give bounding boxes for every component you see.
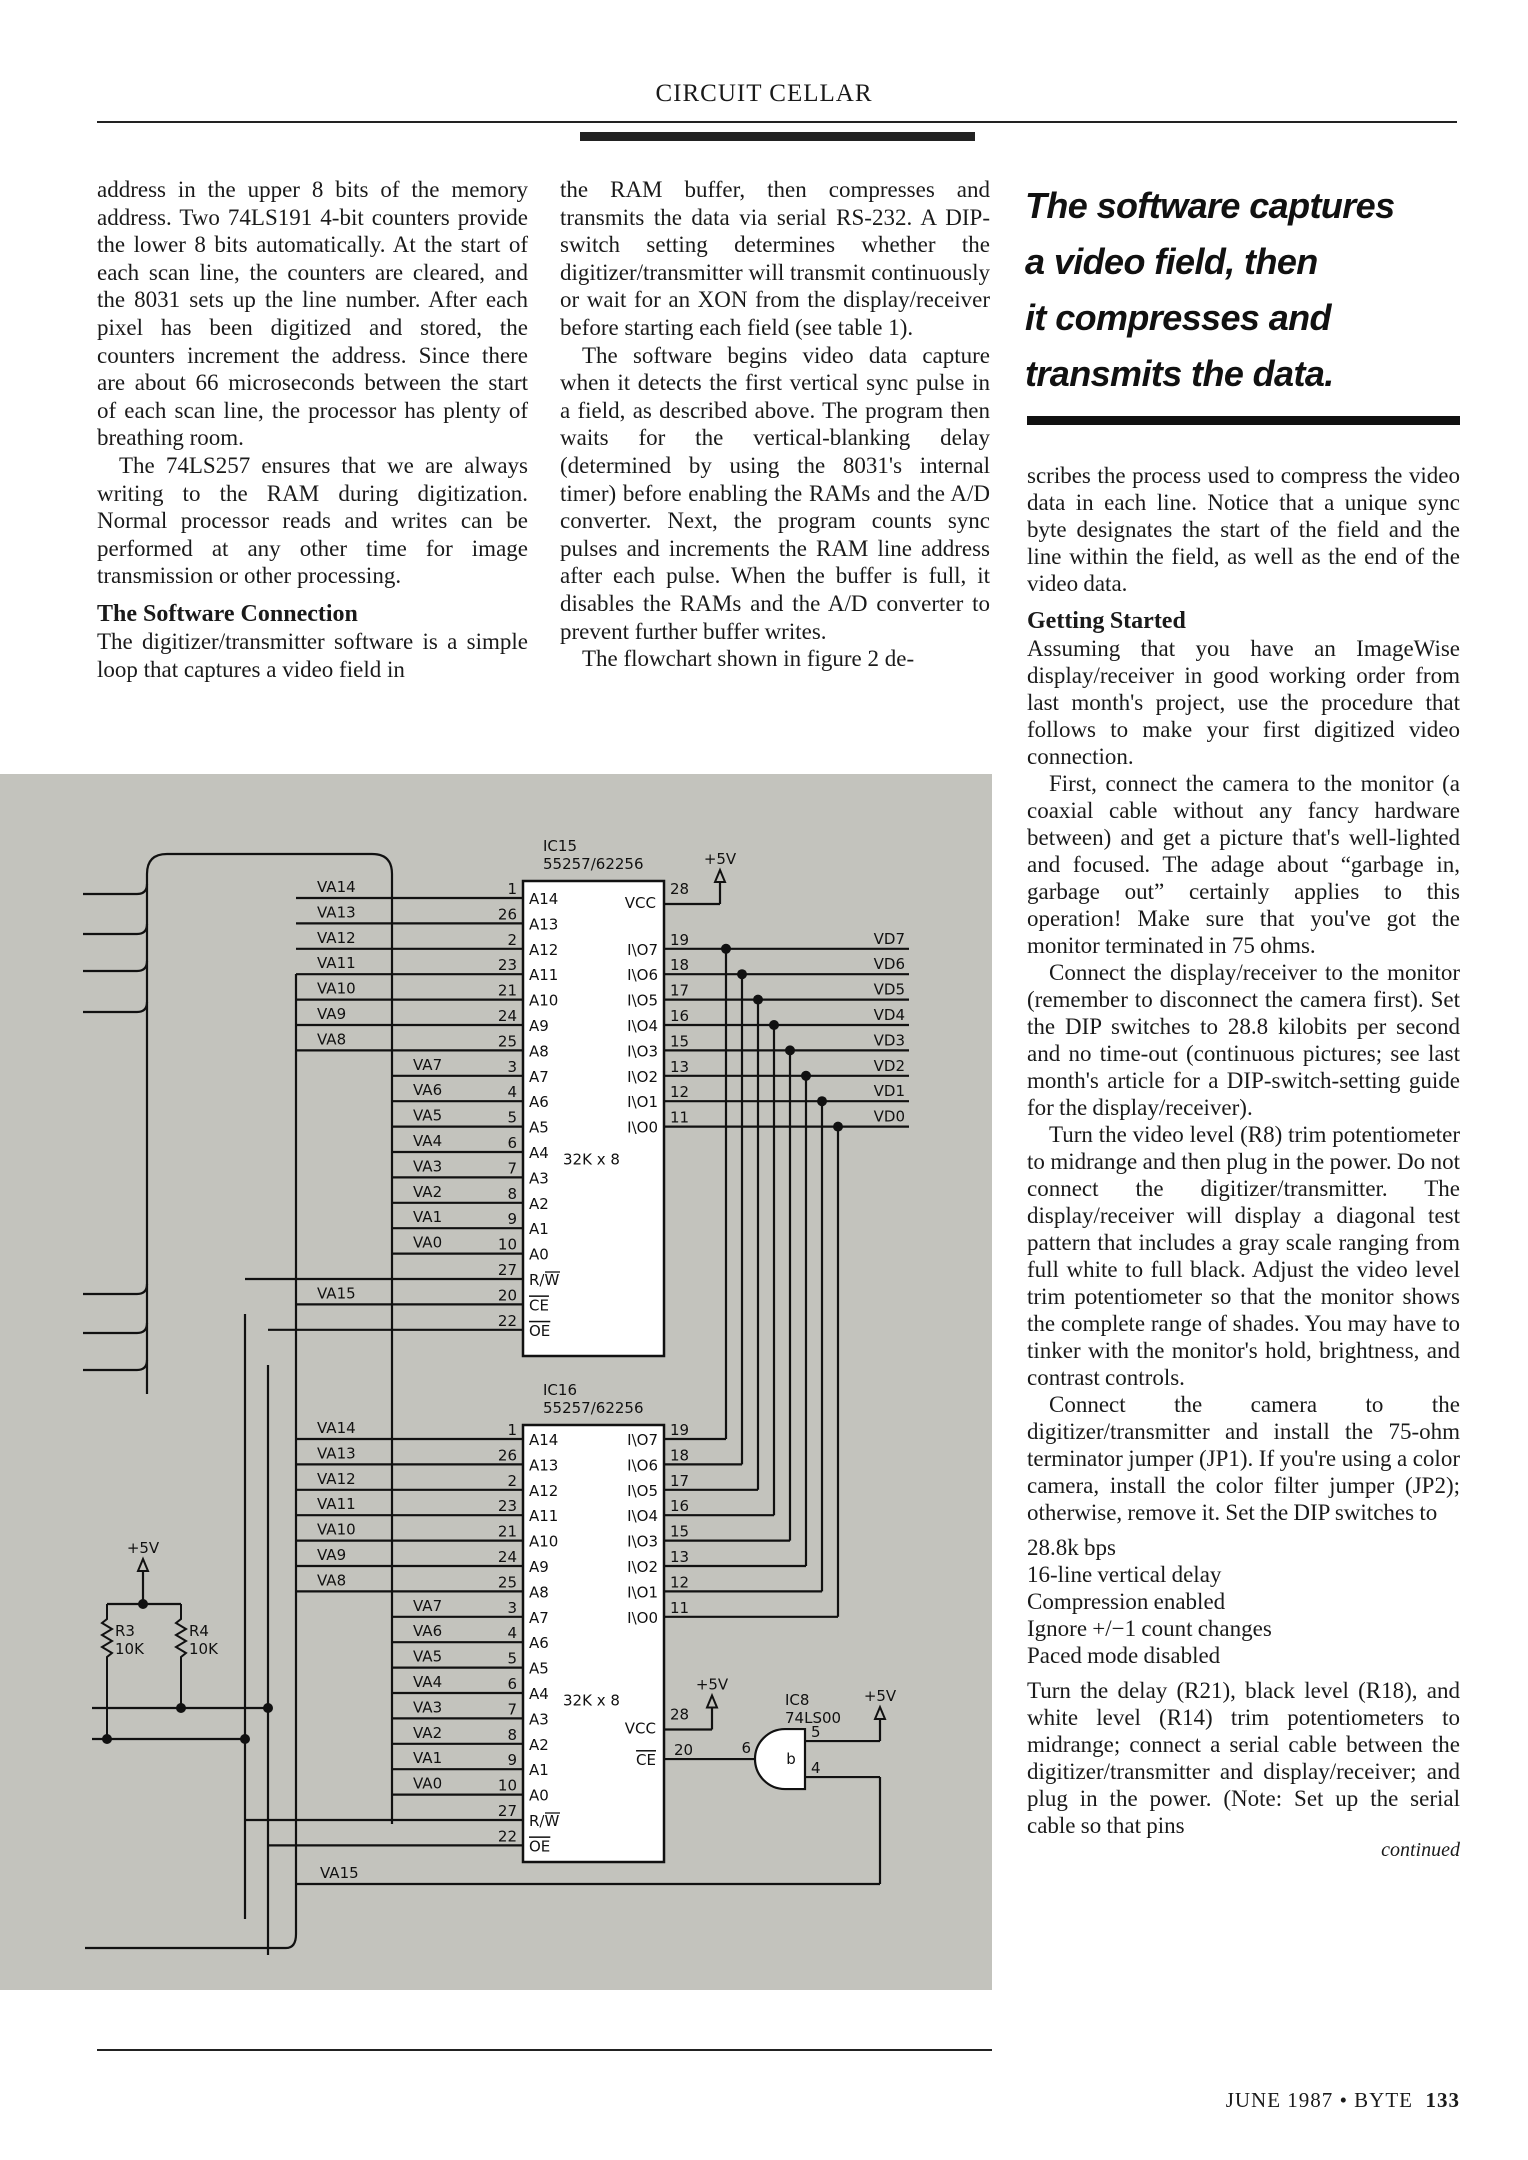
pin-number: 21 <box>497 1522 517 1541</box>
section-header: CIRCUIT CELLAR <box>655 80 873 107</box>
pin-number: 5 <box>507 1649 517 1668</box>
net-label: VA3 <box>413 1698 443 1717</box>
pin-number: 13 <box>670 1057 690 1076</box>
pin-number: 28 <box>670 880 690 898</box>
page-number: 133 <box>1425 2088 1460 2112</box>
pin-number: 17 <box>670 1471 690 1490</box>
net-label: VA1 <box>413 1749 443 1768</box>
pin-name: A3 <box>529 1169 549 1188</box>
pin-name: I\O6 <box>627 966 658 985</box>
pin-name: A13 <box>529 915 559 934</box>
list-item: Paced mode disabled <box>1027 1643 1221 1668</box>
resistor-value: 10K <box>189 1640 218 1658</box>
pin-name: I\O4 <box>627 1017 658 1035</box>
pin-number: 10 <box>497 1776 517 1795</box>
nand-gate-icon <box>755 1729 805 1789</box>
net-label: VA9 <box>317 1005 347 1023</box>
pin-number: 25 <box>497 1032 517 1051</box>
paragraph: The software begins video data capture when it detects the first vertical sync pulse in a field, as described above. The program then waits for the vertical-blanking delay (determined by using the 8031's internal timer) before enabling the RAMs and the A/D converter. Next, the program counts sync pulses and increments the RAM line address after each pulse. When the buffer is full, it disables the RAMs and the A/D converter to prevent further buffer writes. <box>560 342 990 644</box>
pin-number: 19 <box>670 1421 690 1439</box>
net-label: VA8 <box>317 1571 347 1590</box>
pin-name: A10 <box>529 1532 559 1551</box>
pin-number: 15 <box>670 1032 690 1051</box>
pin-number: 2 <box>507 930 517 949</box>
pin-number: 9 <box>507 1751 517 1770</box>
pin-number: 27 <box>497 1261 517 1279</box>
pin-number: 13 <box>670 1548 690 1566</box>
net-label: VA6 <box>413 1622 443 1641</box>
column-2 <box>560 176 990 673</box>
pin-number: 1 <box>507 1421 517 1439</box>
dip-settings-list <box>1027 1534 1460 1669</box>
pin-name: A8 <box>529 1583 549 1602</box>
net-label: VA10 <box>317 1520 356 1539</box>
net-label: VA8 <box>317 1030 347 1049</box>
pin-name: A7 <box>529 1608 549 1627</box>
pin-number: 4 <box>507 1083 517 1102</box>
bus-stub <box>83 884 147 894</box>
pin-name: A10 <box>529 991 559 1010</box>
pin-name: A9 <box>529 1558 549 1576</box>
column-3 <box>1027 462 1460 1861</box>
bus-bottom <box>85 1934 296 1948</box>
pin-name: I\O7 <box>627 940 658 959</box>
resistor-icon <box>176 1604 186 1708</box>
resistor-name: R4 <box>189 1622 209 1640</box>
list-item: Ignore +/−1 count changes <box>1027 1616 1272 1641</box>
bus-stub <box>83 1002 147 1012</box>
pin-number: 16 <box>670 1497 690 1516</box>
pin-number: 12 <box>670 1083 690 1102</box>
list-item: Compression enabled <box>1027 1589 1226 1614</box>
net-label: VA14 <box>317 878 356 896</box>
chip-part-number: 55257/62256 <box>543 1399 644 1417</box>
header-rule <box>97 121 1457 123</box>
paragraph: The flowchart shown in figure 2 de- <box>582 646 915 672</box>
pin-name: I\O7 <box>627 1431 658 1449</box>
net-label: VA10 <box>317 979 356 998</box>
pin-name: A12 <box>529 1481 559 1500</box>
net-label: VA7 <box>413 1596 443 1615</box>
pin-number: 23 <box>497 956 517 975</box>
pull-quote-line: transmits the data. <box>1025 353 1334 394</box>
net-label: VA0 <box>413 1774 443 1793</box>
pin-number: 6 <box>507 1675 517 1693</box>
net-label: VD6 <box>873 955 905 974</box>
chip-size-label: 32K x 8 <box>563 1691 620 1710</box>
net-label: VD0 <box>873 1107 905 1126</box>
pin-name: A2 <box>529 1194 549 1213</box>
pull-quote-line: a video field, then <box>1025 241 1318 282</box>
pin-number: 4 <box>507 1624 517 1643</box>
pin-name: I\O2 <box>627 1558 658 1576</box>
pin-name: I\O5 <box>627 1481 658 1500</box>
pin-number: 11 <box>670 1108 690 1127</box>
paragraph: The digitizer/transmitter software is a simple loop that captures a video field in <box>97 628 528 682</box>
pin-name: A3 <box>529 1710 549 1729</box>
vcc-label: VCC <box>624 1719 656 1738</box>
supply-label: +5V <box>126 1539 160 1557</box>
net-label: VA15 <box>320 1864 359 1882</box>
net-label: VA13 <box>317 1444 356 1463</box>
resistor-value: 10K <box>115 1640 144 1658</box>
net-label: VA5 <box>413 1647 443 1666</box>
pin-name: I\O0 <box>627 1608 658 1627</box>
paragraph: Connect the camera to the digitizer/transmitter and install the 75-ohm terminator jumper (JP1). If you're using a color camera, install the color filter jumper (JP2); otherwise, remove it. Set the DIP switches to <box>1027 1392 1460 1525</box>
pin-number: 24 <box>497 1007 517 1025</box>
net-label: VA11 <box>317 1495 356 1514</box>
pin-name: A12 <box>529 940 559 959</box>
pin-number: 18 <box>670 956 690 975</box>
net-label: VD7 <box>873 929 905 948</box>
paragraph: address in the upper 8 bits of the memory address. Two 74LS191 4-bit counters provide the lower 8 bits automatically. At the start of each scan line, the counters are cleared, and the 8031 sets up the line number. After each pixel has been digitized and stored, the counters increment the address. Since there are about 66 microseconds between the start of each scan line, the processor has plenty of breathing room. <box>97 177 528 451</box>
bus-stub <box>83 1360 147 1370</box>
pin-number: 5 <box>811 1723 821 1742</box>
pin-number: 1 <box>507 880 517 898</box>
pin-name: A13 <box>529 1456 559 1475</box>
header-bar <box>580 132 975 141</box>
list-item: 16-line vertical delay <box>1027 1562 1222 1587</box>
bus-stub <box>83 924 147 934</box>
pin-number: 20 <box>674 1741 694 1760</box>
pin-number: 20 <box>497 1286 517 1305</box>
junction-dot <box>102 1734 112 1744</box>
bus-stub <box>83 1284 147 1294</box>
pin-name: I\O3 <box>627 1532 658 1551</box>
net-label: VA9 <box>317 1546 347 1564</box>
pin-number: 19 <box>670 930 690 949</box>
bus-stub <box>83 961 147 971</box>
paragraph: The 74LS257 ensures that we are always writing to the RAM during digitization. Normal processor reads and writes can be performed at any other time for image transmission or other processing. <box>97 452 528 589</box>
pin-name: A6 <box>529 1093 549 1112</box>
pin-name: I\O1 <box>627 1583 658 1602</box>
pin-number: 7 <box>507 1700 517 1719</box>
net-label: VD5 <box>873 980 905 999</box>
pin-number: 16 <box>670 1007 690 1025</box>
net-label: VA4 <box>413 1132 443 1150</box>
paragraph: First, connect the camera to the monitor (a coaxial cable without any fancy hardware between) and get a picture that's well-lighted and focused. The adage about “garbage in, garbage out” certainly applies to this operation! Make sure that you've got the monitor terminated in 75 ohms. <box>1027 771 1460 958</box>
pin-number: 25 <box>497 1573 517 1592</box>
footer-rule <box>97 2049 992 2051</box>
chip-name: IC16 <box>543 1381 577 1399</box>
chip-size-label: 32K x 8 <box>563 1150 620 1169</box>
net-label: VD1 <box>873 1082 905 1101</box>
pin-name: A14 <box>529 1431 559 1449</box>
pin-number: 8 <box>507 1725 517 1744</box>
pin-name: A5 <box>529 1118 549 1137</box>
pin-number: 24 <box>497 1548 517 1566</box>
list-item: 28.8k bps <box>1027 1535 1116 1560</box>
supply-arrow-icon <box>138 1559 148 1571</box>
pin-name: I\O6 <box>627 1456 658 1475</box>
net-label: VA12 <box>317 928 356 947</box>
pull-quote-line: it compresses and <box>1025 297 1331 338</box>
pull-quote <box>1025 178 1485 402</box>
pin-name: OE <box>529 1837 551 1856</box>
net-label: VA13 <box>317 903 356 922</box>
bus-stub <box>83 1323 147 1333</box>
paragraph: Turn the video level (R8) trim potentiometer to midrange and then plug in the power. Do not connect the digitizer/transmitter. The display/receiver will display a diagonal test pattern that includes a gray scale ranging from full white to full black. Adjust the video level trim potentiometer so that the monitor shows the complete range of shades. You may have to tinker with the monitor's hold, brightness, and contrast controls. <box>1027 1122 1460 1390</box>
pin-name: A8 <box>529 1042 549 1061</box>
net-label: VA11 <box>317 954 356 973</box>
pin-number: 10 <box>497 1235 517 1254</box>
net-label: VA4 <box>413 1673 443 1691</box>
junction-dot <box>240 1734 250 1744</box>
pin-number: 26 <box>497 1446 517 1465</box>
pin-number: 6 <box>507 1134 517 1152</box>
pin-number: 28 <box>670 1705 690 1724</box>
pin-number: 11 <box>670 1598 690 1617</box>
paragraph: the RAM buffer, then compresses and transmits the data via serial RS-232. A DIP-switch setting determines whether the digitizer/transmitter will transmit continuously or wait for an XON from the display/receiver before starting each field (see table 1). <box>560 177 990 340</box>
pin-name: A4 <box>529 1144 549 1162</box>
pin-number: 7 <box>507 1159 517 1178</box>
pin-name: CE <box>529 1296 549 1315</box>
supply-label: +5V <box>695 1675 729 1694</box>
pin-number: 6 <box>741 1739 751 1758</box>
gate-label: b <box>786 1750 796 1769</box>
pin-number: 3 <box>507 1057 517 1076</box>
chip-part-number: 74LS00 <box>785 1709 842 1728</box>
supply-arrow-icon <box>875 1707 885 1719</box>
pin-name: A0 <box>529 1245 549 1264</box>
vcc-label: VCC <box>624 894 656 912</box>
pin-name: A14 <box>529 890 559 908</box>
pin-name: A4 <box>529 1685 549 1703</box>
pin-name: A2 <box>529 1735 549 1754</box>
pin-name: I\O2 <box>627 1067 658 1086</box>
net-label: VA6 <box>413 1081 443 1100</box>
resistor-icon <box>102 1604 112 1739</box>
net-label: VA5 <box>413 1106 443 1125</box>
pin-name: A1 <box>529 1761 549 1780</box>
pin-number: 2 <box>507 1471 517 1490</box>
pin-name: A5 <box>529 1659 549 1678</box>
pin-name: CE <box>636 1751 656 1770</box>
pin-name: R/W <box>529 1271 560 1289</box>
section-heading: The Software Connection <box>97 600 358 627</box>
supply-arrow-icon <box>707 1695 717 1707</box>
pin-number: 3 <box>507 1598 517 1617</box>
paragraph: Assuming that you have an ImageWise display/receiver in good working order from last month's project, use the procedure that follows to make your first digitized video connection. <box>1027 636 1460 769</box>
net-label: VA1 <box>413 1208 443 1227</box>
pin-number: 17 <box>670 981 690 1000</box>
supply-label: +5V <box>703 850 737 868</box>
chip-name: IC15 <box>543 837 577 855</box>
pin-number: 23 <box>497 1497 517 1516</box>
issue-date: JUNE 1987 <box>1225 2088 1334 2112</box>
continued-note: continued <box>1381 1839 1460 1861</box>
schematic-figure <box>0 774 992 1990</box>
resistor-name: R3 <box>115 1622 135 1640</box>
pin-number: 8 <box>507 1184 517 1203</box>
pin-name: A11 <box>529 1507 559 1526</box>
pin-number: 22 <box>497 1311 517 1330</box>
magazine-name: BYTE <box>1354 2088 1413 2112</box>
pin-name: I\O0 <box>627 1118 658 1137</box>
pin-name: OE <box>529 1321 551 1340</box>
pin-name: I\O3 <box>627 1042 658 1061</box>
supply-label: +5V <box>863 1687 897 1706</box>
pin-number: 26 <box>497 905 517 924</box>
pin-name: I\O5 <box>627 991 658 1010</box>
pin-number: 5 <box>507 1108 517 1127</box>
net-label: VA14 <box>317 1419 356 1437</box>
pin-name: A7 <box>529 1067 549 1086</box>
pin-number: 15 <box>670 1522 690 1541</box>
junction-dot <box>263 1703 273 1713</box>
pin-name: R/W <box>529 1812 560 1830</box>
chip-part-number: 55257/62256 <box>543 855 644 873</box>
pin-number: 27 <box>497 1802 517 1820</box>
net-label: VA2 <box>413 1723 443 1742</box>
junction-dot <box>176 1703 186 1713</box>
supply-arrow-icon <box>715 870 725 882</box>
pin-number: 9 <box>507 1210 517 1229</box>
pin-name: A6 <box>529 1634 549 1653</box>
net-label: VA7 <box>413 1055 443 1074</box>
pull-quote-line: The software captures <box>1025 185 1395 226</box>
column-1 <box>97 176 528 683</box>
pull-quote-bar <box>1027 416 1460 425</box>
pin-name: A1 <box>529 1220 549 1239</box>
net-label: VA12 <box>317 1469 356 1488</box>
paragraph: Turn the delay (R21), black level (R18), and white level (R14) trim potentiometers to midrange; connect a serial cable between the digitizer/transmitter and display/receiver; and plug in the power. (Note: Set up the serial cable so that pins <box>1027 1678 1460 1838</box>
page-footer <box>1226 2088 1460 2113</box>
chip-name: IC8 <box>785 1691 810 1710</box>
pin-name: A9 <box>529 1017 549 1035</box>
paragraph: scribes the process used to compress the video data in each line. Notice that a unique sync byte designates the start of the field and the line within the field, as well as the end of the video data. <box>1027 463 1460 596</box>
pin-name: I\O4 <box>627 1507 658 1526</box>
pin-name: I\O1 <box>627 1093 658 1112</box>
net-label: VD3 <box>873 1031 905 1050</box>
pin-name: A11 <box>529 966 559 985</box>
net-label: VA0 <box>413 1233 443 1252</box>
separator: • <box>1339 2088 1348 2112</box>
pin-number: 21 <box>497 981 517 1000</box>
pin-number: 4 <box>811 1759 821 1778</box>
pin-number: 12 <box>670 1573 690 1592</box>
pin-number: 22 <box>497 1827 517 1846</box>
section-heading: Getting Started <box>1027 608 1186 634</box>
pin-name: A0 <box>529 1786 549 1805</box>
net-label: VA3 <box>413 1157 443 1176</box>
net-label: VD4 <box>873 1006 905 1024</box>
net-label: VA15 <box>317 1284 356 1303</box>
schematic-diagram <box>0 774 992 1990</box>
paragraph: Connect the display/receiver to the monitor (remember to disconnect the camera first). Set the DIP switches to 28.8 kilobits per second and no time-out (continuous pictures; see last month's article for a DIP-switch-setting guide for the display/receiver). <box>1027 960 1460 1120</box>
net-label: VA2 <box>413 1182 443 1201</box>
pin-number: 18 <box>670 1446 690 1465</box>
net-label: VD2 <box>873 1056 905 1075</box>
